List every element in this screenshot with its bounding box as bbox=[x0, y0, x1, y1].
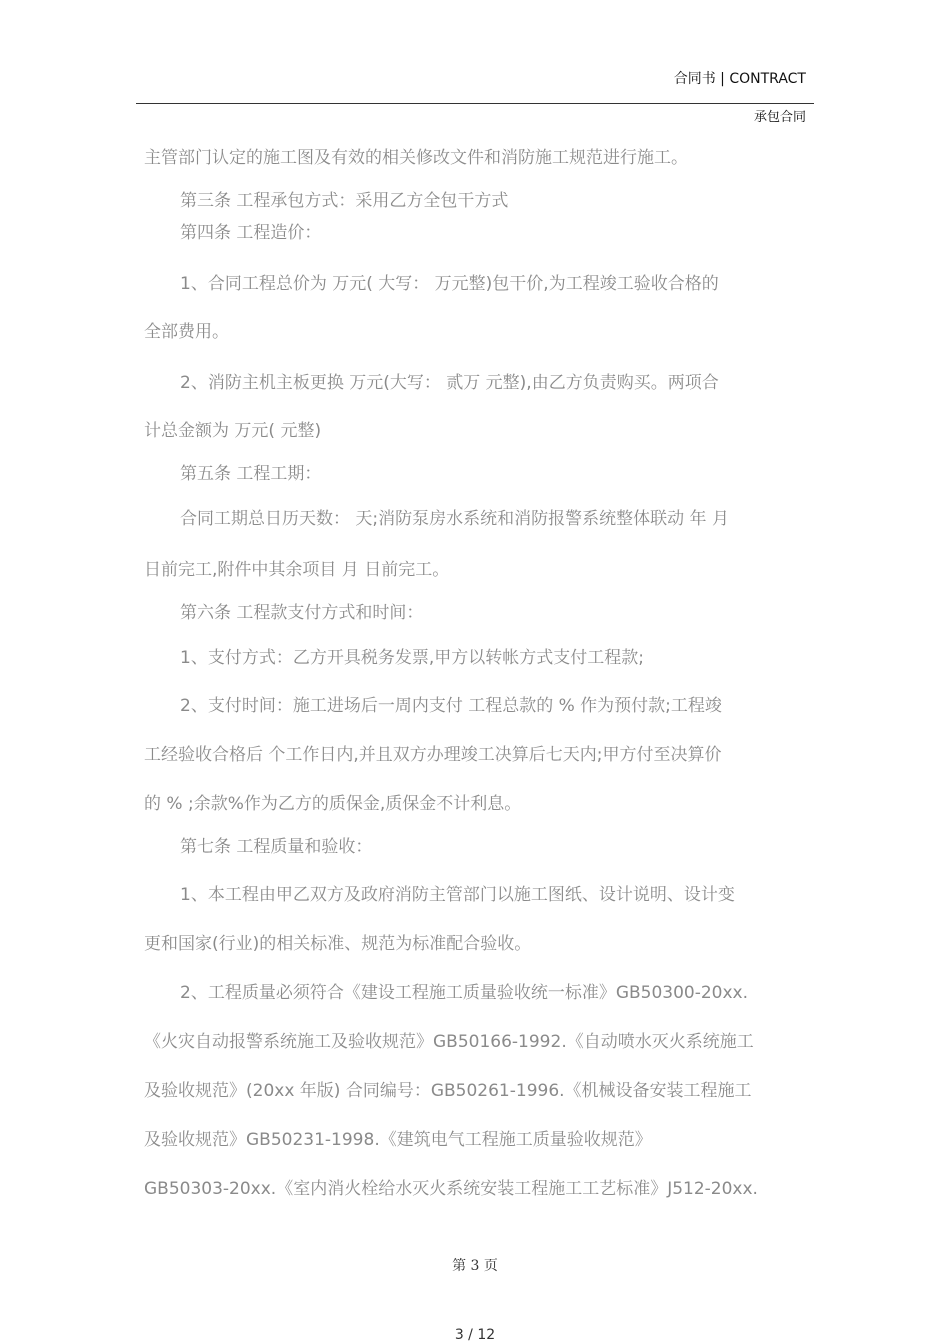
text-line: 第四条 工程造价： bbox=[180, 223, 322, 243]
text-line: 日前完工,附件中其余项目 月 日前完工。 bbox=[144, 560, 450, 580]
text-line: 工经验收合格后 个工作日内,并且双方办理竣工决算后七天内;甲方付至决算价 bbox=[144, 745, 722, 765]
text-line: 2、消防主机主板更换 万元(大写： 贰万 元整),由乙方负责购买。两项合 bbox=[180, 373, 719, 393]
header-title: 合同书 | CONTRACT bbox=[673, 71, 806, 87]
page-count: 3 / 12 bbox=[454, 1327, 496, 1343]
text-line: 第五条 工程工期： bbox=[180, 464, 322, 484]
text-line: 第六条 工程款支付方式和时间： bbox=[180, 603, 424, 623]
text-line: 合同工期总日历天数： 天;消防泵房水系统和消防报警系统整体联动 年 月 bbox=[180, 509, 729, 529]
text-line: 主管部门认定的施工图及有效的相关修改文件和消防施工规范进行施工。 bbox=[144, 148, 688, 168]
text-line: 计总金额为 万元( 元整) bbox=[144, 421, 322, 441]
text-line: 及验收规范》(20xx 年版) 合同编号：GB50261-1996.《机械设备安装工程施工 bbox=[144, 1081, 752, 1101]
header-subtitle: 承包合同 bbox=[753, 110, 806, 125]
page-label: 第 3 页 bbox=[452, 1258, 498, 1274]
header-rule bbox=[136, 103, 814, 104]
text-line: 1、本工程由甲乙双方及政府消防主管部门以施工图纸、设计说明、设计变 bbox=[180, 885, 735, 905]
text-line: 的 % ;余款%作为乙方的质保金,质保金不计利息。 bbox=[144, 794, 522, 814]
text-line: 更和国家(行业)的相关标准、规范为标准配合验收。 bbox=[144, 934, 532, 954]
text-line: 第七条 工程质量和验收： bbox=[180, 837, 373, 857]
text-line: 《火灾自动报警系统施工及验收规范》GB50166-1992.《自动喷水灭火系统施工 bbox=[144, 1032, 754, 1052]
text-line: 及验收规范》GB50231-1998.《建筑电气工程施工质量验收规范》 bbox=[144, 1130, 652, 1150]
text-line: 2、支付时间：施工进场后一周内支付 工程总款的 % 作为预付款;工程竣 bbox=[180, 696, 722, 716]
text-line: 1、合同工程总价为 万元( 大写： 万元整)包干价,为工程竣工验收合格的 bbox=[180, 274, 719, 294]
text-line: 2、工程质量必须符合《建设工程施工质量验收统一标准》GB50300-20xx. bbox=[180, 983, 749, 1003]
text-line: 全部费用。 bbox=[144, 322, 229, 342]
text-line: GB50303-20xx.《室内消火栓给水灭火系统安装工程施工工艺标准》J512-20xx. bbox=[144, 1179, 758, 1199]
text-line: 第三条 工程承包方式：采用乙方全包干方式 bbox=[180, 191, 509, 211]
text-line: 1、支付方式：乙方开具税务发票,甲方以转帐方式支付工程款; bbox=[180, 648, 644, 668]
document-body bbox=[144, 146, 814, 1201]
